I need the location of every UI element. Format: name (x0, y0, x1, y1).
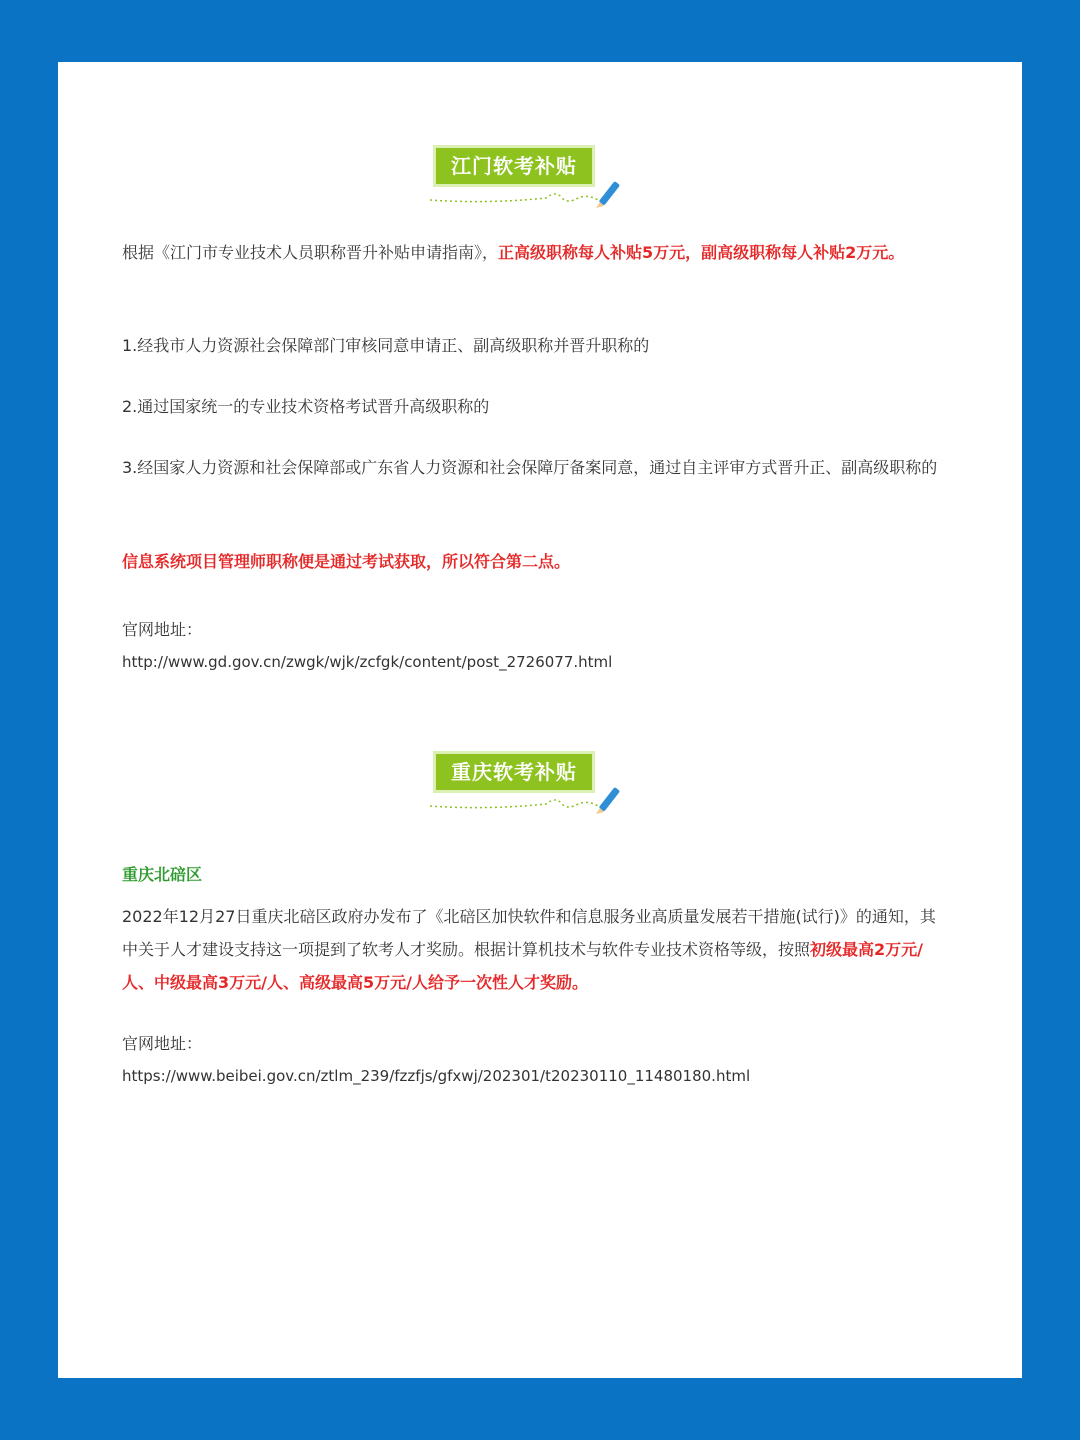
dotted-swirl-divider (428, 178, 628, 214)
pencil-icon (596, 181, 620, 208)
dotted-swirl-divider (428, 784, 628, 820)
district-heading: 重庆北碚区 (122, 865, 203, 884)
badge-title: 江门软考补贴 (436, 148, 592, 184)
intro-paragraph (122, 236, 938, 269)
note-highlight: 信息系统项目管理师职称便是通过考试获取，所以符合第二点。 (122, 552, 571, 571)
body-highlight-text: 初级最高2万元/人、中级最高3万元/人、高级最高5万元/人给予一次性人才奖励。 (122, 940, 923, 992)
list-item: 3.经国家人力资源和社会保障部或广东省人力资源和社会保障厅备案同意，通过自主评审方式晋升正、副高级职称的 (122, 458, 938, 477)
badge-title: 重庆软考补贴 (436, 754, 592, 790)
list-item: 1.经我市人力资源社会保障部门审核同意申请正、副高级职称并晋升职称的 (122, 336, 650, 355)
body-normal-text: 2022年12月27日重庆北碚区政府办发布了《北碚区加快软件和信息服务业高质量发展若干措施(试行)》的通知，其中关于人才建设支持这一项提到了软考人才奖励。根据计算机技术与软件专业技术资格等级，按照 (122, 907, 936, 959)
site-link[interactable]: http://www.gd.gov.cn/zwgk/wjk/zcfgk/content/post_2726077.html (122, 653, 613, 671)
site-link[interactable]: https://www.beibei.gov.cn/ztlm_239/fzzfjs/gfxwj/202301/t20230110_11480180.html (122, 1067, 751, 1085)
intro-normal-text: 根据《江门市专业技术人员职称晋升补贴申请指南》， (122, 243, 499, 262)
content-card (58, 62, 1022, 1378)
intro-highlight-text: 正高级职称每人补贴5万元，副高级职称每人补贴2万元。 (498, 243, 905, 262)
site-label: 官网地址： (122, 620, 203, 639)
site-label: 官网地址： (122, 1034, 203, 1053)
body-paragraph (122, 900, 938, 999)
section-badge-jiangmen (58, 148, 1022, 218)
list-item: 2.通过国家统一的专业技术资格考试晋升高级职称的 (122, 397, 490, 416)
pencil-icon (596, 787, 620, 814)
section-badge-chongqing (58, 754, 1022, 824)
